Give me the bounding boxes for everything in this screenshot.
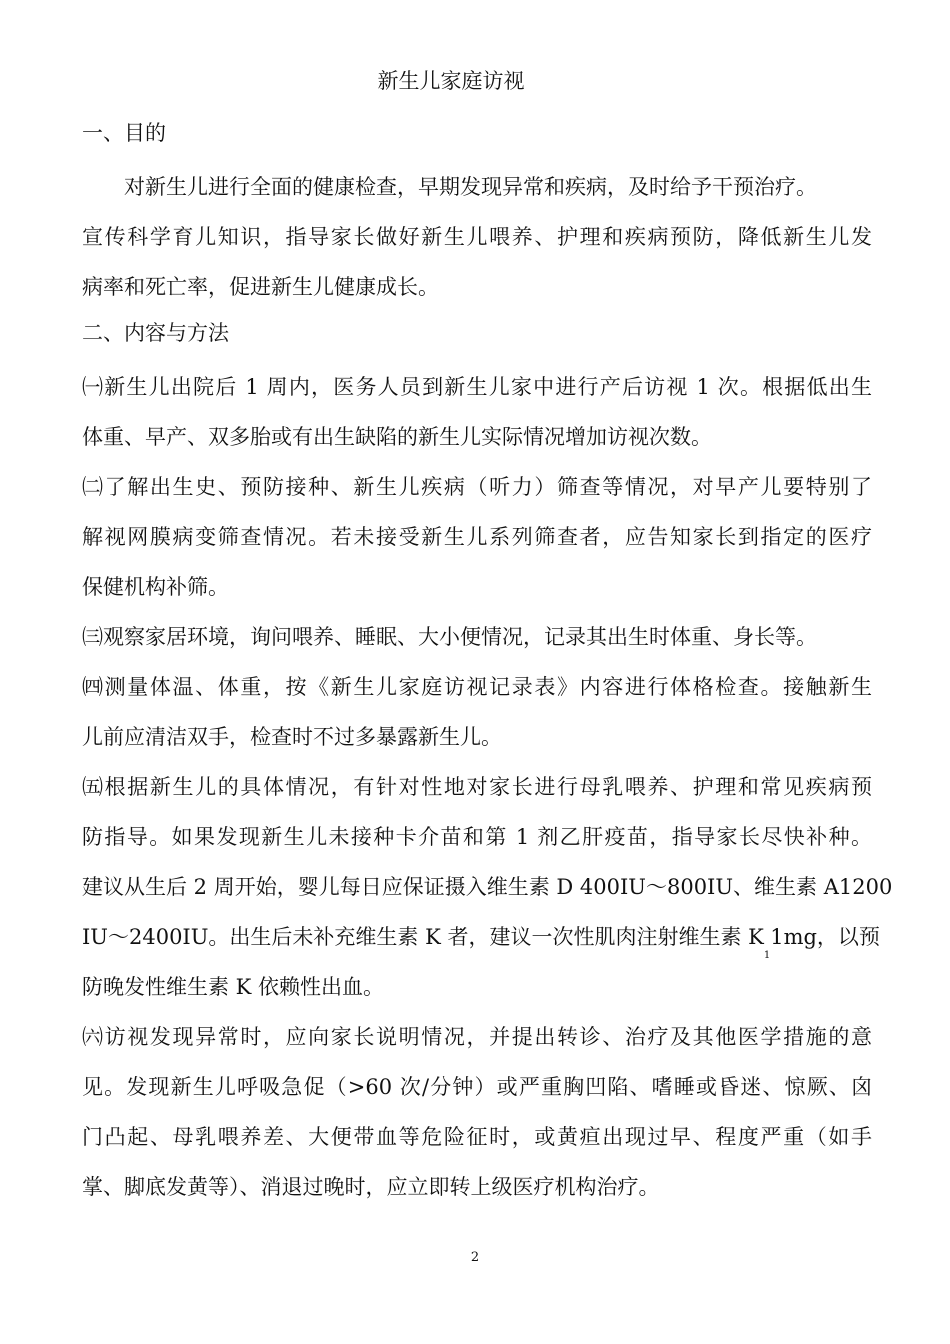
vitamin-k-text-after: 1mg，以预 xyxy=(770,925,880,949)
vitamin-k-text-before: IU～2400IU。出生后未补充维生素 K 者，建议一次性肌肉注射维生素 K xyxy=(82,925,764,949)
content-list xyxy=(82,362,893,1212)
list-item-5-line: ㈤根据新生儿的具体情况，有针对性地对家长进行母乳喂养、护理和常见疾病预 xyxy=(82,775,872,799)
page-number: 2 xyxy=(470,1250,480,1265)
document-title: 新生儿家庭访视 xyxy=(377,69,525,93)
section-heading-content-methods: 二、内容与方法 xyxy=(82,321,229,345)
list-item-5-line: 建议从生后 2 周开始，婴儿每日应保证摄入维生素 D 400IU～800IU、维生素 A1200 xyxy=(82,875,893,899)
list-item-4-line: 儿前应清洁双手，检查时不过多暴露新生儿。 xyxy=(82,725,502,749)
list-item-1-line: ㈠新生儿出院后 1 周内，医务人员到新生儿家中进行产后访视 1 次。根据低出生 xyxy=(82,375,872,399)
list-item-6-line: 门凸起、母乳喂养差、大便带血等危险征时，或黄疸出现过早、程度严重（如手 xyxy=(82,1125,872,1149)
paragraph-line: 病率和死亡率，促进新生儿健康成长。 xyxy=(82,275,439,299)
list-item-4-line: ㈣测量体温、体重，按《新生儿家庭访视记录表》内容进行体格检查。接触新生 xyxy=(82,675,872,699)
purpose-paragraph xyxy=(82,162,872,312)
list-item-5-line: 防晚发性维生素 K 依赖性出血。 xyxy=(82,975,385,999)
list-item-1-line: 体重、早产、双多胎或有出生缺陷的新生儿实际情况增加访视次数。 xyxy=(82,425,712,449)
list-item-2-line: ㈡了解出生史、预防接种、新生儿疾病（听力）筛查等情况，对早产儿要特别了 xyxy=(82,475,872,499)
paragraph-line: 对新生儿进行全面的健康检查，早期发现异常和疾病，及时给予干预治疗。 xyxy=(124,175,817,199)
list-item-2-line: 解视网膜病变筛查情况。若未接受新生儿系列筛查者，应告知家长到指定的医疗 xyxy=(82,525,872,549)
list-item-6-line: ㈥访视发现异常时，应向家长说明情况，并提出转诊、治疗及其他医学措施的意 xyxy=(82,1025,872,1049)
list-item-2-line: 保健机构补筛。 xyxy=(82,575,229,599)
list-item-6-line: 见。发现新生儿呼吸急促（>60 次/分钟）或严重胸凹陷、嗜睡或昏迷、惊厥、囟 xyxy=(82,1075,872,1099)
list-item-3-line: ㈢观察家居环境，询问喂养、睡眠、大小便情况，记录其出生时体重、身长等。 xyxy=(82,625,817,649)
list-item-5-line: 防指导。如果发现新生儿未接种卡介苗和第 1 剂乙肝疫苗，指导家长尽快补种。 xyxy=(82,825,872,849)
paragraph-line: 宣传科学育儿知识，指导家长做好新生儿喂养、护理和疾病预防，降低新生儿发 xyxy=(82,225,872,249)
section-heading-purpose: 一、目的 xyxy=(82,121,166,145)
list-item-6-line: 掌、脚底发黄等）、消退过晚时，应立即转上级医疗机构治疗。 xyxy=(82,1175,660,1199)
list-item-5-line xyxy=(82,912,880,962)
vitamin-k-subscript: 1 xyxy=(763,950,771,961)
